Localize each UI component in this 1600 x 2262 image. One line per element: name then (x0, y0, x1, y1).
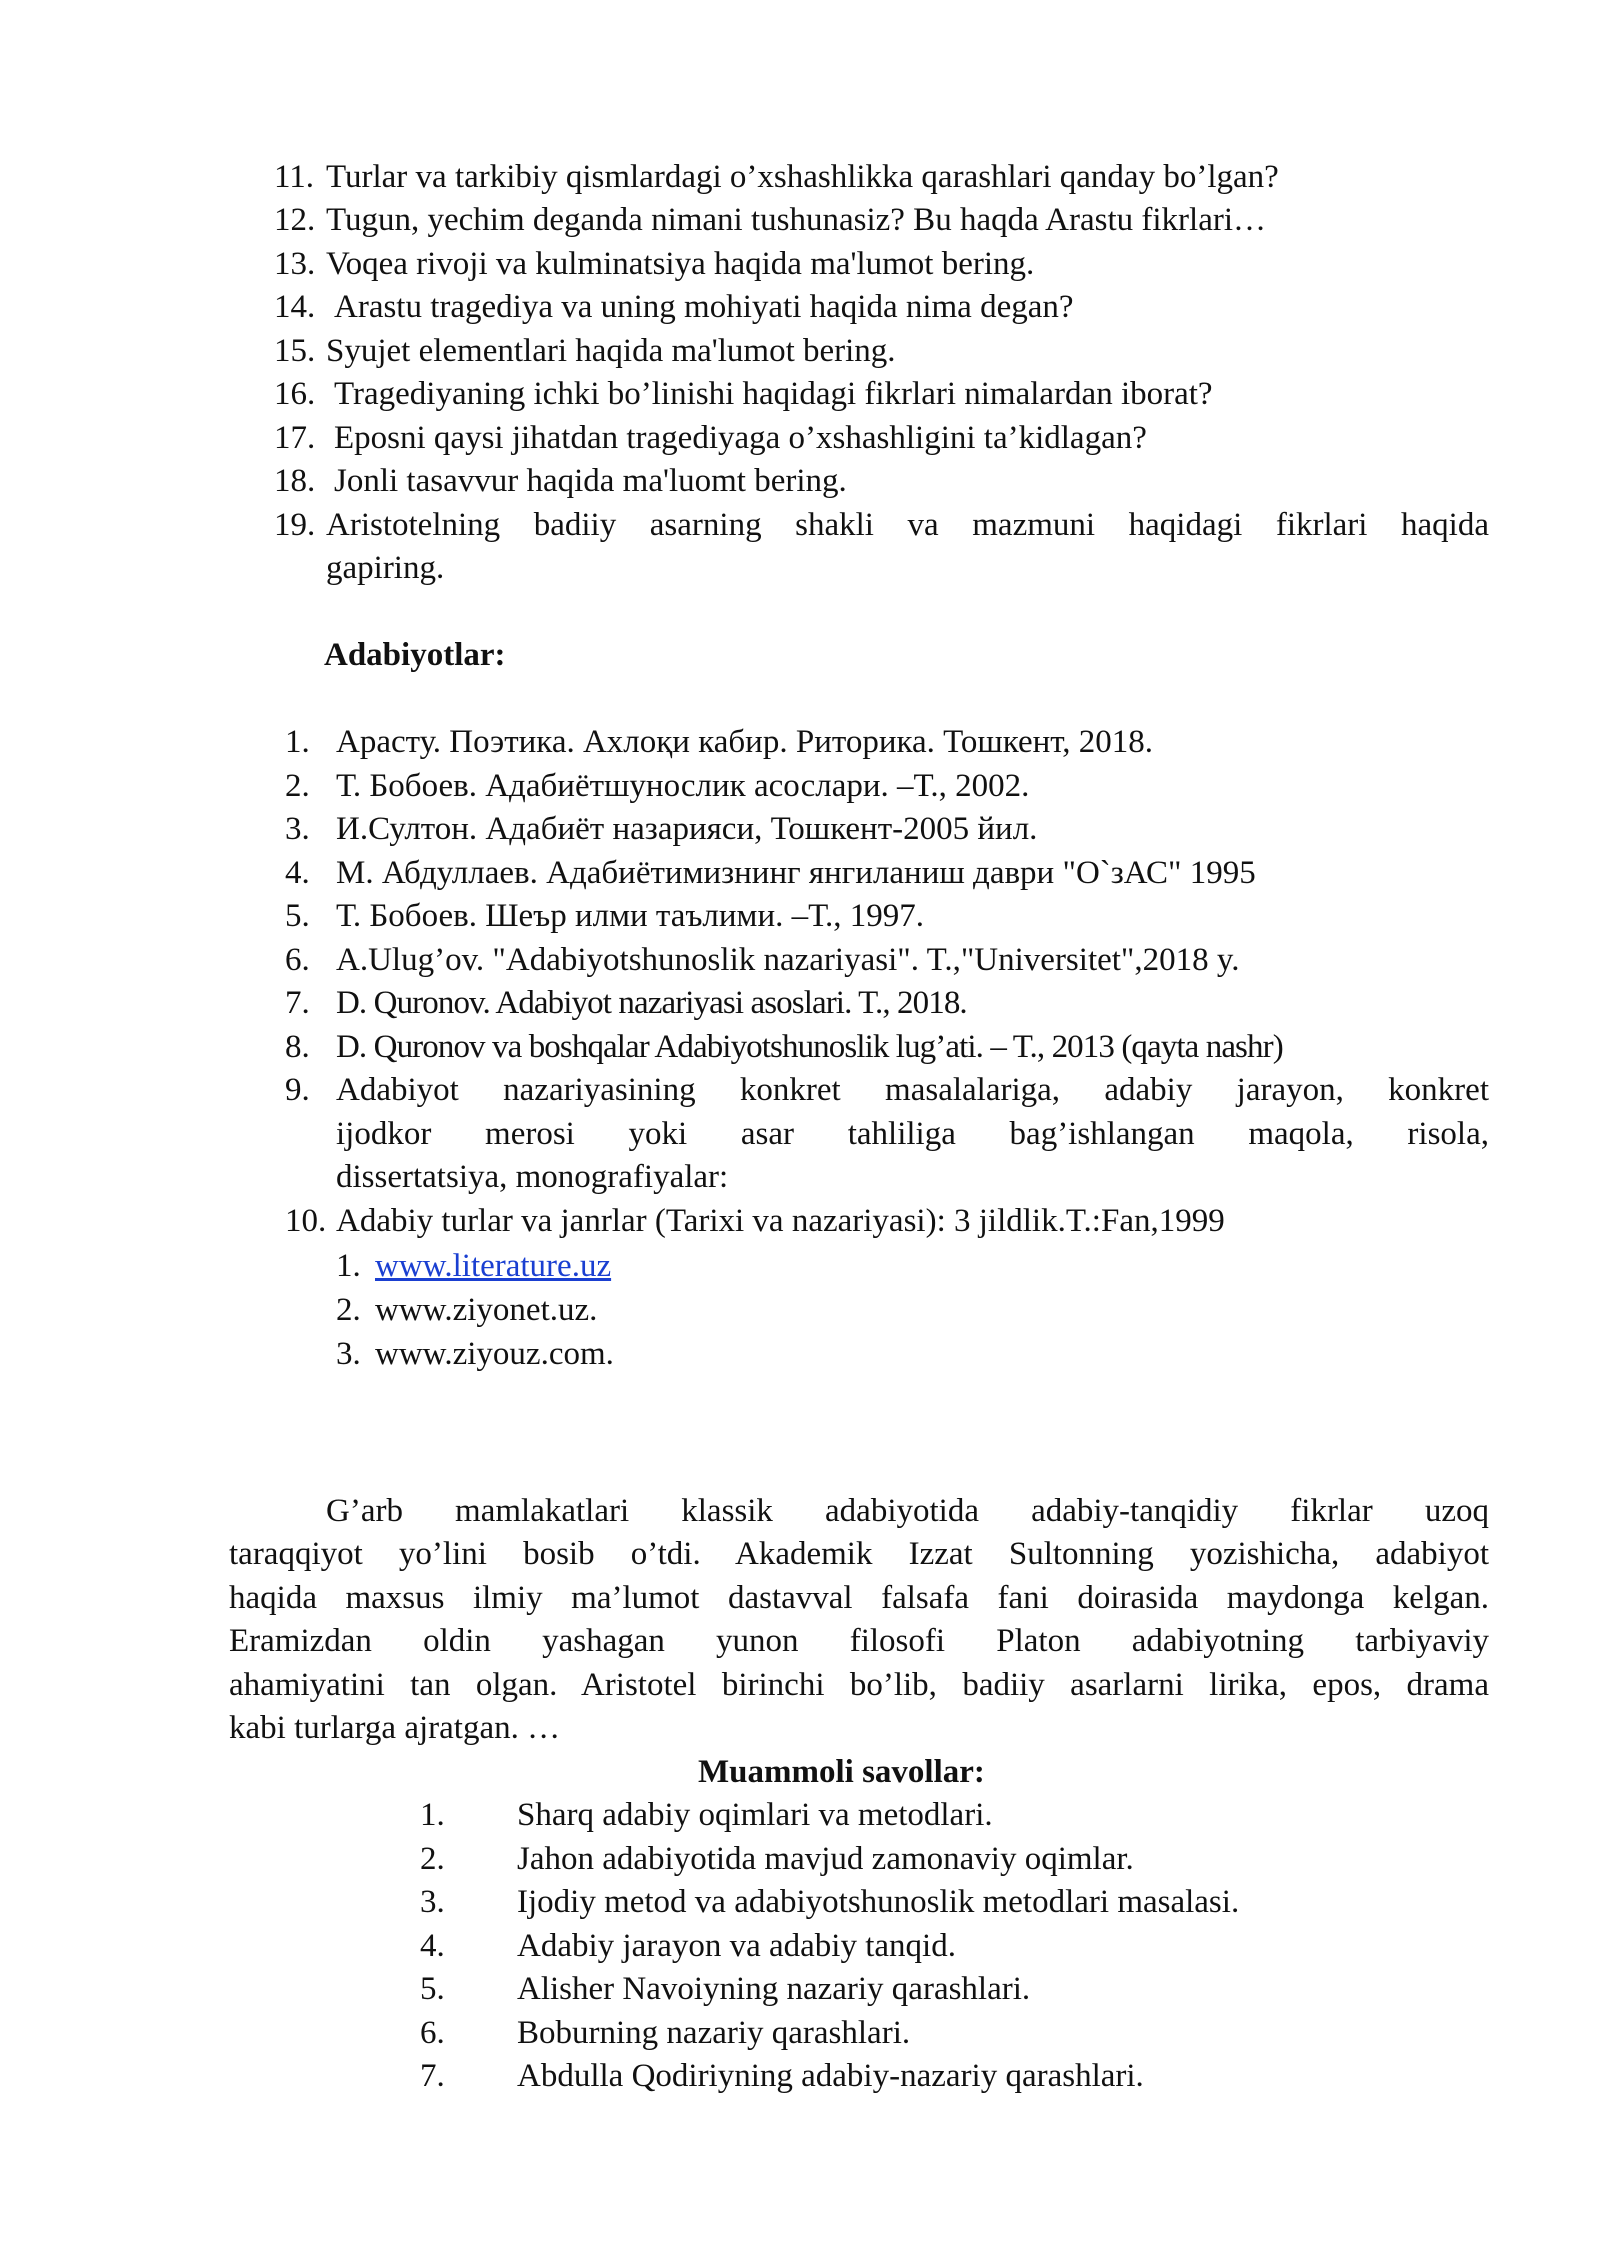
problem-number: 6. (420, 2015, 445, 2051)
literature-number: 9. (285, 1072, 310, 1108)
website-text: www.ziyonet.uz. (375, 1292, 598, 1328)
literature-number: 6. (285, 942, 310, 978)
question-text: Jonli tasavvur haqida ma'luomt bering. (334, 463, 847, 499)
literature-item: Т. Бобоев. Шеър илми таълими. –Т., 1997. (336, 898, 924, 934)
literature-heading: Adabiyotlar: (324, 637, 506, 673)
literature-item: Т. Бобоев. Адабиётшунослик асослари. –Т., 2002. (336, 768, 1030, 804)
literature-item: М. Абдуллаев. Адабиётимизнинг янгиланиш даври "О`зАС" 1995 (336, 855, 1256, 891)
literature-item: D. Quronov. Adabiyot nazariyasi asoslari. T., 2018. (336, 985, 967, 1021)
literature-item: Adabiy turlar va janrlar (Tarixi va nazariyasi): 3 jildlik.T.:Fan,1999 (336, 1203, 1225, 1239)
problems-heading: Muammoli savollar: (698, 1754, 985, 1790)
question-number: 15. (274, 333, 316, 369)
paragraph-line: haqida maxsus ilmiy ma’lumot dastavval falsafa fani doirasida maydonga kelgan. (229, 1580, 1489, 1616)
problem-item: Sharq adabiy oqimlari va metodlari. (517, 1797, 993, 1833)
literature-number: 8. (285, 1029, 310, 1065)
literature-number: 3. (285, 811, 310, 847)
paragraph-line: G’arb mamlakatlari klassik adabiyotida adabiy-tanqidiy fikrlar uzoq (326, 1493, 1489, 1529)
literature-item: D. Quronov va boshqalar Adabiyotshunoslik lug’ati. – T., 2013 (qayta nashr) (336, 1029, 1283, 1065)
problem-number: 4. (420, 1928, 445, 1964)
literature-number: 7. (285, 985, 310, 1021)
website-number: 3. (336, 1336, 361, 1372)
question-text: Tugun, yechim deganda nimani tushunasiz? Bu haqda Arastu fikrlari… (326, 202, 1267, 238)
question-number: 11. (274, 159, 315, 195)
literature-item: A.Ulug’ov. "Adabiyotshunoslik nazariyasi". T.,"Universitet",2018 y. (336, 942, 1240, 978)
question-text: Voqea rivoji va kulminatsiya haqida ma'lumot bering. (326, 246, 1035, 282)
question-text: Aristotelning badiiy asarning shakli va mazmuni haqidagi fikrlari haqida (326, 507, 1489, 543)
question-number: 13. (274, 246, 316, 282)
literature-item-continued: dissertatsiya, monografiyalar: (336, 1159, 729, 1195)
literature-number: 2. (285, 768, 310, 804)
paragraph-line: kabi turlarga ajratgan. … (229, 1710, 561, 1746)
problem-number: 1. (420, 1797, 445, 1833)
problem-number: 5. (420, 1971, 445, 2007)
literature-number: 1. (285, 724, 310, 760)
question-text: Arastu tragediya va uning mohiyati haqida nima degan? (334, 289, 1074, 325)
website-text: www.ziyouz.com. (375, 1336, 614, 1372)
problem-number: 2. (420, 1841, 445, 1877)
question-number: 16. (274, 376, 316, 412)
literature-item: Adabiyot nazariyasining konkret masalalariga, adabiy jarayon, konkret (336, 1072, 1489, 1108)
literature-item-continued: ijodkor merosi yoki asar tahliliga bag’ishlangan maqola, risola, (336, 1116, 1489, 1152)
website-number: 2. (336, 1292, 361, 1328)
question-text: Turlar va tarkibiy qismlardagi o’xshashlikka qarashlari qanday bo’lgan? (326, 159, 1279, 195)
problem-item: Jahon adabiyotida mavjud zamonaviy oqimlar. (517, 1841, 1134, 1877)
paragraph-line: Eramizdan oldin yashagan yunon filosofi Platon adabiyotning tarbiyaviy (229, 1623, 1489, 1659)
literature-number: 5. (285, 898, 310, 934)
literature-number: 4. (285, 855, 310, 891)
question-number: 18. (274, 463, 316, 499)
problem-item: Adabiy jarayon va adabiy tanqid. (517, 1928, 956, 1964)
problem-item: Ijodiy metod va adabiyotshunoslik metodlari masalasi. (517, 1884, 1240, 1920)
question-text: Eposni qaysi jihatdan tragediyaga o’xshashligini ta’kidlagan? (334, 420, 1147, 456)
literature-item: И.Султон. Адабиёт назарияси, Тошкент-2005 йил. (336, 811, 1038, 847)
problem-number: 3. (420, 1884, 445, 1920)
question-text-continued: gapiring. (326, 550, 445, 586)
question-text: Tragediyaning ichki bo’linishi haqidagi fikrlari nimalardan iborat? (334, 376, 1213, 412)
literature-item: Арасту. Поэтика. Ахлоқи кабир. Риторика. Тошкент, 2018. (336, 724, 1153, 760)
question-number: 17. (274, 420, 316, 456)
website-link[interactable]: www.literature.uz (375, 1248, 612, 1284)
question-number: 14. (274, 289, 316, 325)
literature-number: 10. (285, 1203, 327, 1239)
problem-number: 7. (420, 2058, 445, 2094)
paragraph-line: ahamiyatini tan olgan. Aristotel birinchi bo’lib, badiiy asarlarni lirika, epos, drama (229, 1667, 1489, 1703)
problem-item: Abdulla Qodiriyning adabiy-nazariy qarashlari. (517, 2058, 1144, 2094)
question-number: 12. (274, 202, 316, 238)
question-text: Syujet elementlari haqida ma'lumot bering. (326, 333, 896, 369)
paragraph-line: taraqqiyot yo’lini bosib o’tdi. Akademik Izzat Sultonning yozishicha, adabiyot (229, 1536, 1489, 1572)
website-number: 1. (336, 1248, 361, 1284)
question-number: 19. (274, 507, 316, 543)
problem-item: Alisher Navoiyning nazariy qarashlari. (517, 1971, 1031, 2007)
problem-item: Boburning nazariy qarashlari. (517, 2015, 911, 2051)
